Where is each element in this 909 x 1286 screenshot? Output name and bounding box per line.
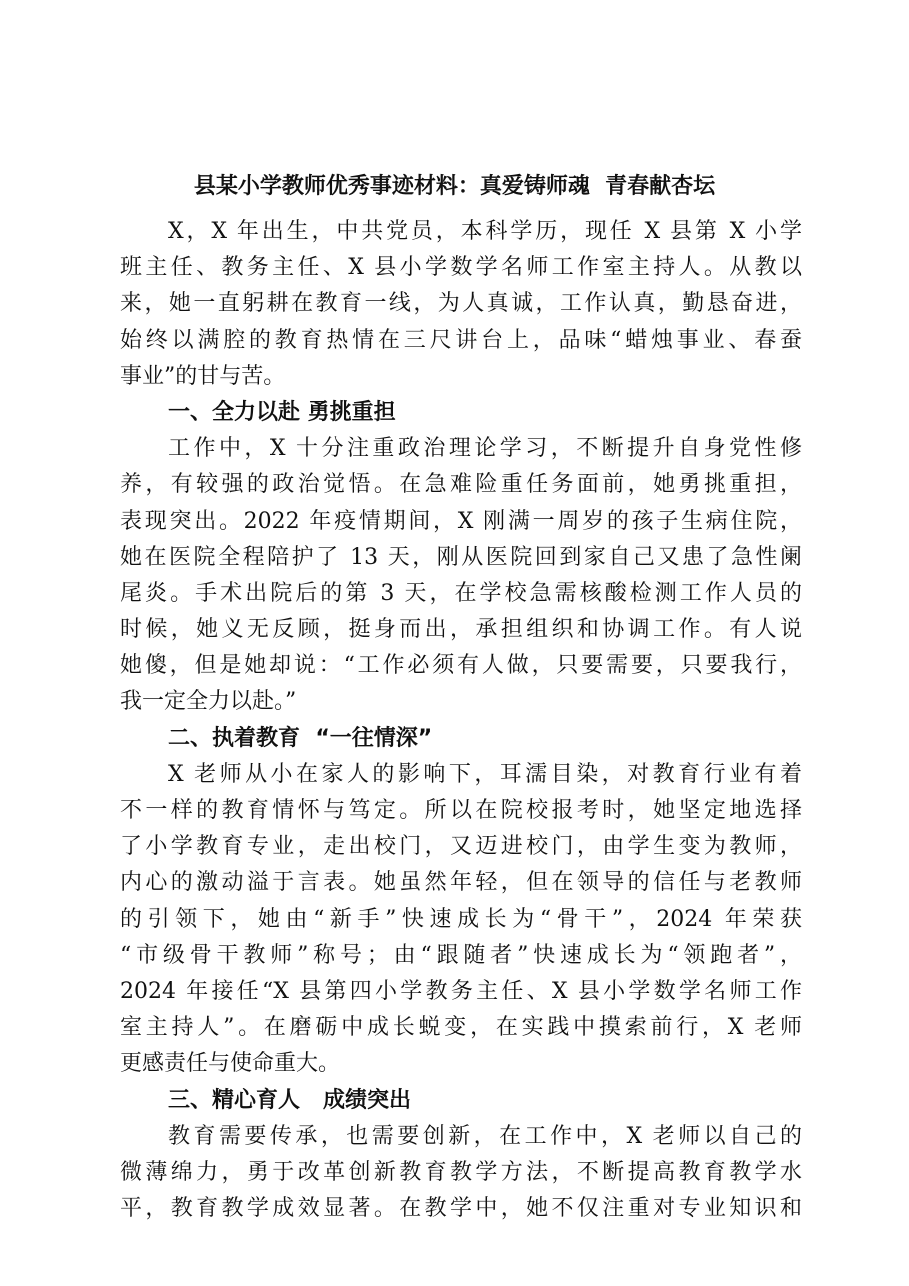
paragraph-line: 教育需要传承，也需要创新，在工作中，X 老师以自己的: [168, 1123, 802, 1149]
paragraph-line: 我一定全力以赴。”: [120, 689, 297, 715]
paragraph-line: 不一样的教育情怀与笃定。所以在院校报考时，她坚定地选择: [120, 798, 802, 823]
paragraph-line: 始终以满腔的教育热情在三尺讲台上，品味“蜡烛事业、春蚕: [120, 327, 802, 353]
paragraph-line: 她傻，但是她却说：“工作必须有人做，只要需要，只要我行，: [120, 653, 802, 679]
paragraph-line: 微薄绵力，勇于改革创新教育教学方法，不断提高教育教学水: [120, 1159, 802, 1185]
paragraph-line: 来，她一直躬耕在教育一线，为人真诚，工作认真，勤恳奋进，: [120, 291, 802, 317]
paragraph-line: 2024 年接任“X 县第四小学教务主任、X 县小学数学名师工作: [120, 978, 802, 1004]
paragraph-line: X，X 年出生，中共党员，本科学历，现任 X 县第 X 小学: [168, 219, 802, 244]
paragraph-line: 事业”的甘与苦。: [120, 363, 286, 389]
document-body: [120, 214, 802, 1227]
paragraph-line: 了小学教育专业，走出校门，又迈进校门，由学生变为教师，: [120, 834, 802, 860]
paragraph-line: X 老师从小在家人的影响下，耳濡目染，对教育行业有着: [168, 761, 802, 787]
document-title: 县某小学教师优秀事迹材料：真爱铸师魂 青春献杏坛: [193, 173, 716, 199]
paragraph-line: 更感责任与使命重大。: [120, 1051, 341, 1077]
paragraph-line: 工作中，X 十分注重政治理论学习，不断提升自身党性修: [168, 436, 802, 462]
section-3-paragraph: [120, 1119, 802, 1228]
intro-paragraph: [120, 214, 802, 395]
section-heading-3: 三、精心育人 成绩突出: [168, 1087, 411, 1113]
paragraph-line: 表现突出。2022 年疫情期间，X 刚满一周岁的孩子生病住院，: [120, 508, 802, 534]
paragraph-line: 内心的激动溢于言表。她虽然年轻，但在领导的信任与老教师: [120, 870, 802, 896]
paragraph-line: “市级骨干教师”称号；由“跟随者”快速成长为“领跑者”，: [120, 942, 802, 968]
paragraph-line: 时候，她义无反顾，挺身而出，承担组织和协调工作。有人说: [120, 617, 802, 643]
section-2-paragraph: [120, 757, 802, 1083]
paragraph-line: 她在医院全程陪护了 13 天，刚从医院回到家自己又患了急性阑: [120, 544, 802, 570]
paragraph-line: 养，有较强的政治觉悟。在急难险重任务面前，她勇挑重担，: [120, 472, 802, 498]
paragraph-line: 平，教育教学成效显著。在教学中，她不仅注重对专业知识和: [120, 1196, 802, 1222]
section-heading-2: 二、执着教育 “一往情深”: [168, 725, 433, 751]
paragraph-line: 尾炎。手术出院后的第 3 天，在学校急需核酸检测工作人员的: [120, 580, 802, 606]
section-heading-1: 一、全力以赴 勇挑重担: [168, 399, 396, 425]
paragraph-line: 室主持人”。在磨砺中成长蜕变，在实践中摸索前行，X 老师: [120, 1015, 802, 1041]
section-1-paragraph: [120, 431, 802, 721]
paragraph-line: 的引领下，她由“新手”快速成长为“骨干”，2024 年荣获: [120, 906, 802, 932]
paragraph-line: 班主任、教务主任、X 县小学数学名师工作室主持人。从教以: [120, 255, 802, 281]
